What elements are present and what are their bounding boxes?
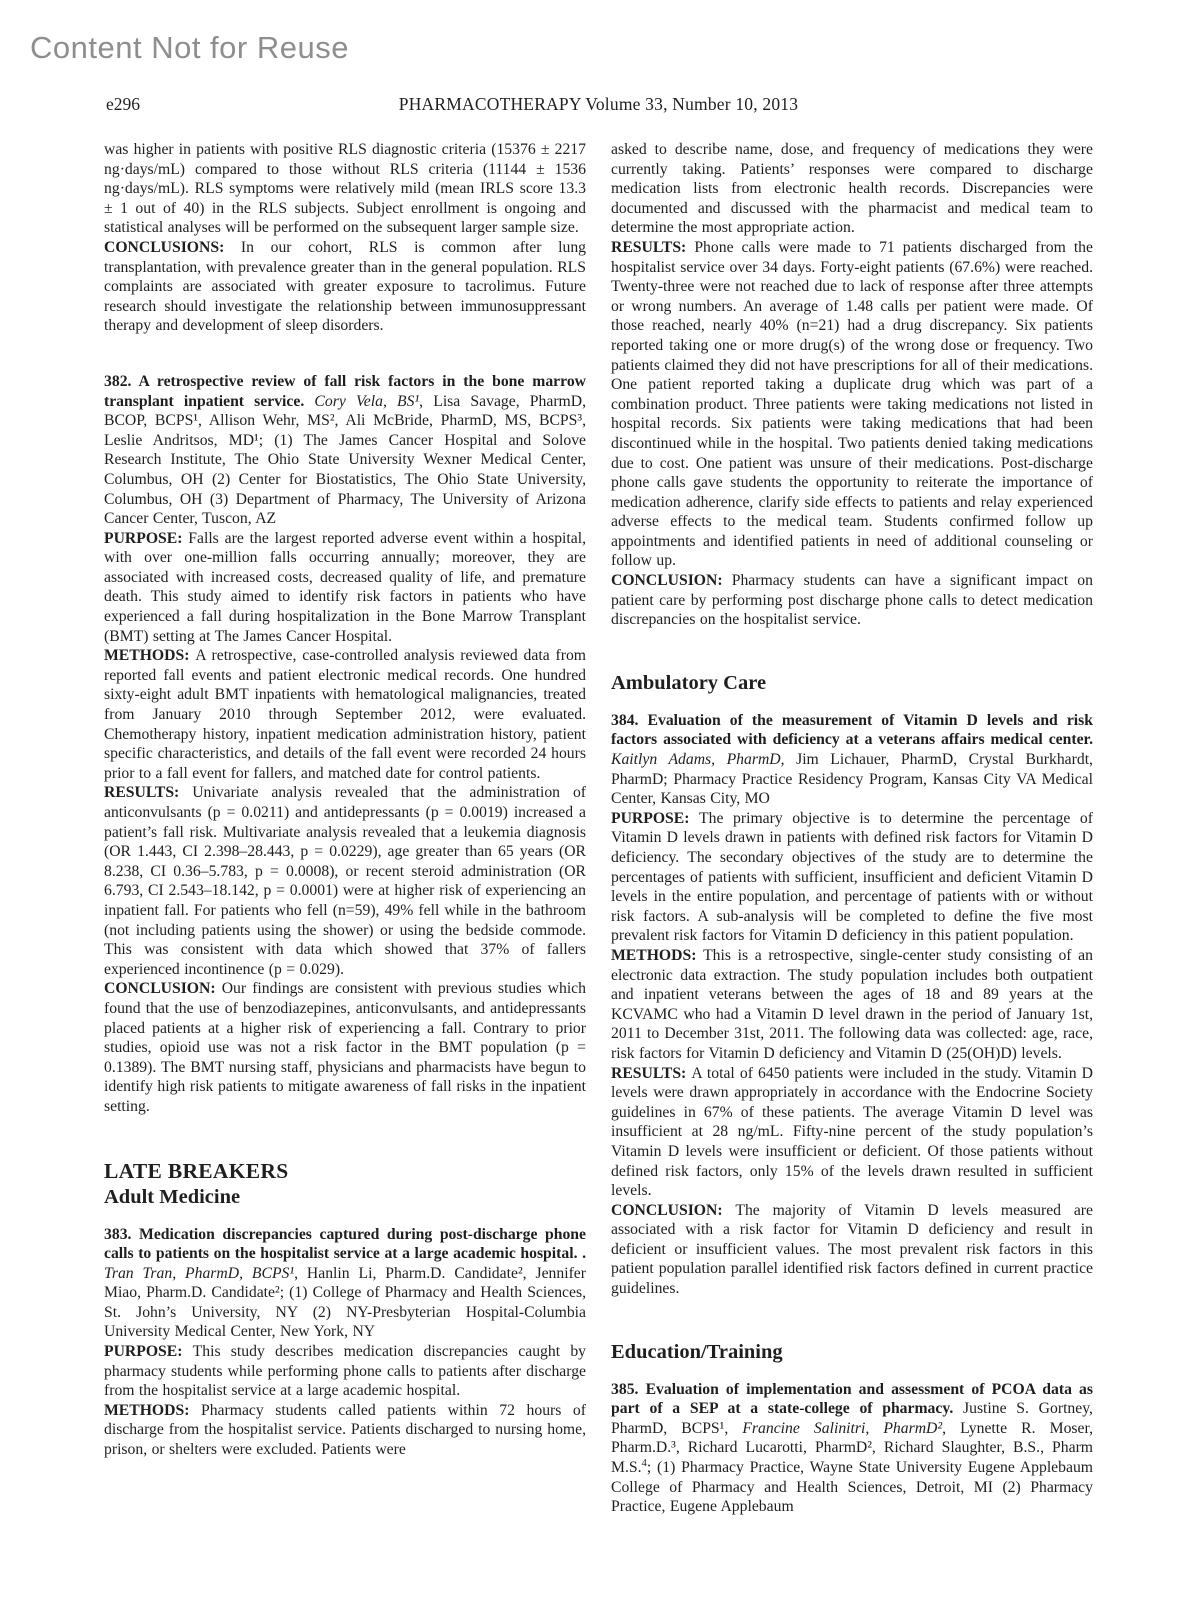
abstract-384-conclusion: CONCLUSION: The majority of Vitamin D levels measured are associated with a risk factor for Vitamin D deficiency and result in deficient or insufficient values. The most prevalent risk factors in this patient population parallel identified risk factors defined in current practice guidelines.	[611, 1201, 1093, 1298]
abstract-382-methods: METHODS: A retrospective, case-controlled analysis reviewed data from reported fall events and patient electronic medical records. One hundred sixty-eight adult BMT inpatients with hematological malignancies, treated from January 2010 through September 2012, were evaluated. Chemotherapy history, inpatient medication administration history, patient specific characteristics, and details of the fall event were recorded 24 hours prior to a fall event for fallers, and matched date for control patients.	[104, 647, 586, 782]
abstract-382-title-authors: 382. A retrospective review of fall risk factors in the bone marrow transplant inpatient service. Cory Vela, BS¹, Lisa Savage, PharmD, BCOP, BCPS¹, Allison Wehr, MS², Ali McBride, PharmD, MS, BCPS³, Leslie Andritsos, MD¹; (1) The James Cancer Hospital and Solove Research Institute, The Ohio State University Wexner Medical Center, Columbus, OH (2) Center for Biostatistics, The Ohio State University, Columbus, OH (3) Department of Pharmacy, The University of Arizona Cancer Center, Tuscon, AZ	[104, 372, 586, 528]
abstract-384-results: RESULTS: A total of 6450 patients were included in the study. Vitamin D levels were drawn appropriately in accordance with the Endocrine Society guidelines in 67% of these patients. The average Vitamin D level was insufficient at 28 ng/mL. Fifty-nine percent of the study population’s Vitamin D levels were insufficient or deficient. Of those patients without defined risk factors, only 15% of the levels drawn resulted in sufficient levels.	[611, 1064, 1094, 1200]
abstract-384-methods: METHODS: This is a retrospective, single-center study consisting of an electronic data extraction. The study population includes both outpatient and inpatient veterans between the ages of 18 and 89 years at the KCVAMC who had a Vitamin D level drawn in the period of January 1st, 2011 to December 31st, 2011. The following data was collected: age, race, risk factors for Vitamin D deficiency and Vitamin D (25(OH)D) levels.	[611, 946, 1093, 1062]
abstract-382-conclusion: CONCLUSION: Our findings are consistent with previous studies which found that the use of benzodiazepines, anticonvulsants, and antidepressants placed patients at a higher risk of experiencing a fall. Contrary to prior studies, opioid use was not a risk factor in the BMT population (p = 0.1389). The BMT nursing staff, physicians and pharmacists have begun to identify high risk patients to mitigate awareness of fall risks in the inpatient setting.	[104, 980, 586, 1115]
abstract-383-methods-continued: asked to describe name, dose, and frequency of medications they were currently taking. Patients’ responses were compared to discharge medication lists from electronic health records. Discrepancies were documented and discussed with the pharmacist and medical team to determine the most appropriate action.	[611, 141, 1093, 237]
left-column	[104, 140, 586, 1460]
abstract-382-results: RESULTS: Univariate analysis revealed that the administration of anticonvulsants (p = 0.0211) and antidepressants (p = 0.0019) increased a patient’s fall risk. Multivariate analysis revealed that a leukemia diagnosis (OR 1.443, CI 2.398–28.443, p = 0.0229), age greater than 65 years (OR 8.238, CI 0.36–5.783, p = 0.0008), or recent steroid administration (OR 6.793, CI 2.543–18.142, p = 0.0001) were at higher risk of experiencing an inpatient fall. For patients who fell (n=59), 49% fell while in the bathroom (not including patients using the shower) or using the bedside commode. This was consistent with data which showed that 37% of fallers experienced incontinence (p = 0.029).	[104, 784, 587, 978]
abstract-383-title-authors: 383. Medication discrepancies captured during post-discharge phone calls to patients on the hospitalist service at a large academic hospital. . Tran Tran, PharmD, BCPS¹, Hanlin Li, Pharm.D. Candidate², Jennifer Miao, Pharm.D. Candidate²; (1) College of Pharmacy and Health Sciences, St. John’s University, NY (2) NY-Presbyterian Hospital-Columbia University Medical Center, New York, NY	[104, 1225, 586, 1341]
abstract-383-results: RESULTS: Phone calls were made to 71 patients discharged from the hospitalist service over 34 days. Forty-eight patients (67.6%) were reached. Twenty-three were not reached due to lack of response after three attempts or wrong numbers. An average of 1.48 calls per patient were made. Of those reached, nearly 40% (n=21) had a drug discrepancy. Six patients reported taking one or more drug(s) of the wrong dose or frequency. Two patients claimed they did not have prescriptions for all of their medications. One patient reported taking a duplicate drug which was part of a combination product. Three patients were taking medications not listed in hospital records. Six patients were taking medications that had been discontinued while in the hospital. Two patients denied taking medications due to cost. One patient was unsure of their medications. Post-discharge phone calls gave students the opportunity to reiterate the importance of medication adherence, clarify side effects to patients and relay experienced adverse effects to the medical team. Students confirmed follow up appointments and identified patients in need of additional counseling or follow up.	[611, 238, 1093, 570]
abstract-385-title-authors: 385. Evaluation of implementation and assessment of PCOA data as part of a SEP at a state-college of pharmacy. Justine S. Gortney, PharmD, BCPS¹, Francine Salinitri, PharmD², Lynette R. Moser, Pharm.D.³, Richard Lucarotti, PharmD², Richard Slaughter, B.S., Pharm M.S.$^4$; (1) Pharmacy Practice, Wayne State University Eugene Applebaum College of Pharmacy and Health Sciences, Detroit, MI (2) Pharmacy Practice, Eugene Applebaum	[611, 1380, 1094, 1516]
abstract-383-methods: METHODS: Pharmacy students called patients within 72 hours of discharge from the hospitalist service. Patients discharged to nursing home, prison, or shelters were excluded. Patients were	[104, 1401, 586, 1459]
section-heading-ambulatory-care: Ambulatory Care	[611, 671, 767, 694]
abstract-383-conclusion: CONCLUSION: Pharmacy students can have a significant impact on patient care by performing post discharge phone calls to detect medication discrepancies on the hospitalist service.	[611, 572, 1093, 629]
section-heading-adult-medicine: Adult Medicine	[104, 1185, 241, 1208]
page-number: e296	[106, 94, 141, 114]
section-heading-late-breakers: LATE BREAKERS	[104, 1158, 289, 1183]
watermark-text: Content Not for Reuse	[30, 30, 349, 65]
section-heading-education-training: Education/Training	[611, 1340, 783, 1363]
abstract-383-purpose: PURPOSE: This study describes medication discrepancies caught by pharmacy students while performing phone calls to patients after discharge from the hospitalist service at a large academic hospital.	[104, 1343, 587, 1400]
abstract-381-continuation: was higher in patients with positive RLS diagnostic criteria (15376 ± 2217 ng·days/mL) compared to those without RLS criteria (11144 ± 1536 ng·days/mL). RLS symptoms were relatively mild (mean IRLS score 13.3 ± 1 out of 40) in the RLS subjects. Subject enrollment is ongoing and statistical analyses will be performed on the subsequent larger sample size.	[104, 141, 586, 237]
abstract-382-purpose: PURPOSE: Falls are the largest reported adverse event within a hospital, with over one-million falls occurring annually; moreover, they are associated with increased costs, decreased quality of life, and premature death. This study aimed to identify risk factors in patients who have experienced a fall during hospitalization in the Bone Marrow Transplant (BMT) setting at The James Cancer Hospital.	[104, 529, 586, 645]
page-header	[104, 94, 1093, 118]
journal-title-line: PHARMACOTHERAPY Volume 33, Number 10, 2013	[398, 94, 799, 114]
right-column	[611, 140, 1093, 1517]
abstract-384-title-authors: 384. Evaluation of the measurement of Vitamin D levels and risk factors associated with deficiency at a veterans affairs medical center. Kaitlyn Adams, PharmD, Jim Lichauer, PharmD, Crystal Burkhardt, PharmD; Pharmacy Practice Residency Program, Kansas City VA Medical Center, Kansas City, MO	[611, 711, 1093, 808]
abstract-384-purpose: PURPOSE: The primary objective is to determine the percentage of Vitamin D levels drawn in patients with defined risk factors for Vitamin D deficiency. The secondary objectives of the study are to determine the percentages of patients with sufficient, insufficient and deficient Vitamin D levels in the entire population, and percentage of patients with or without risk factors. A sub-analysis will be completed to define the five most prevalent risk factors for Vitamin D deficiency in this patient population.	[611, 809, 1093, 945]
abstract-381-conclusions: CONCLUSIONS: In our cohort, RLS is common after lung transplantation, with prevalence greater than in the general population. RLS complaints are associated with greater exposure to tacrolimus. Future research should investigate the relationship between immunosuppressant therapy and development of sleep disorders.	[104, 238, 587, 335]
